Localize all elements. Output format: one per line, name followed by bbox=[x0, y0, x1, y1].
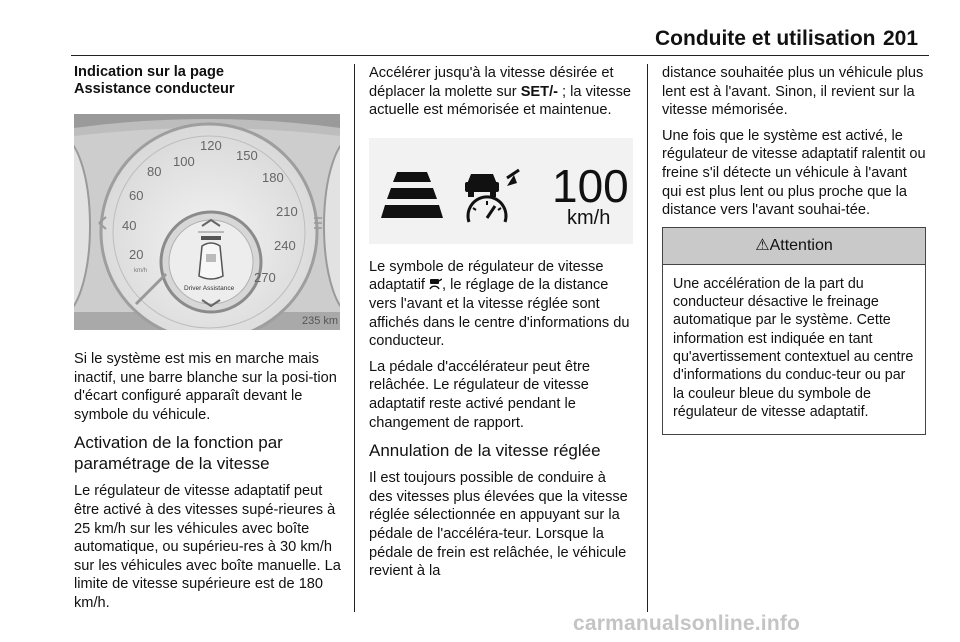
attention-box bbox=[662, 227, 926, 435]
speed-mark-120: 120 bbox=[200, 138, 222, 153]
speed-mark-180: 180 bbox=[262, 170, 284, 185]
attention-header bbox=[663, 228, 925, 265]
symbol-text-b: , le réglage de la distance vers l'avant et la vitesse réglée sont affichés dans le centre d'informations du conducteur. bbox=[369, 277, 630, 350]
page-number: 201 bbox=[883, 27, 919, 50]
speed-mark-240: 240 bbox=[274, 238, 296, 253]
column-2 bbox=[369, 64, 633, 588]
speed-mark-20: 20 bbox=[129, 247, 144, 262]
figure-caption-lead bbox=[74, 64, 342, 98]
column-divider-1 bbox=[354, 64, 355, 612]
speedometer-illustration bbox=[74, 114, 340, 330]
speed-mark-100: 100 bbox=[173, 154, 195, 169]
lead-line-2: Assistance conducteur bbox=[74, 81, 235, 97]
speed-mark-270: 270 bbox=[254, 270, 276, 285]
lead-line-1: Indication sur la page bbox=[74, 64, 225, 80]
driver-assistance-label: Driver Assistance bbox=[184, 285, 235, 292]
paragraph-distance-return: distance souhaitée plus un véhicule plus lent est à l'avant. Sinon, il revient sur la vitesse mémorisée. bbox=[662, 65, 924, 119]
adaptive-cruise-inline-icon bbox=[429, 277, 442, 290]
paragraph-activation-speeds: Le régulateur de vitesse adaptatif peut être activé à des vitesses supé-rieures à 25 km/h sur les véhicules avec boîte automatique, ou supérieu-res à 30 km/h sur les véhicules avec boîte manuelle. La limite de vitesse supérieure est de 180 km/h. bbox=[74, 483, 341, 611]
speed-mark-150: 150 bbox=[236, 148, 258, 163]
paragraph-accelerator: La pédale d'accélérateur peut être relâchée. Le régulateur de vitesse adaptatif reste activé pendant le changement de rapport. bbox=[369, 358, 591, 431]
set-speed-unit: km/h bbox=[567, 206, 611, 229]
speed-mark-80: 80 bbox=[147, 164, 162, 179]
instrument-cluster-figure bbox=[74, 114, 340, 330]
header-divider bbox=[71, 55, 929, 56]
attention-title: Attention bbox=[769, 236, 833, 254]
column-1 bbox=[74, 64, 342, 620]
heading-activation: Activation de la fonction par paramétrage de la vitesse bbox=[74, 433, 283, 474]
odometer-readout: 235 km bbox=[302, 315, 339, 327]
set-speed-text-a: Accélérer jusqu'à la vitesse désirée et déplacer la molette sur bbox=[369, 65, 614, 100]
speed-mark-210: 210 bbox=[276, 204, 298, 219]
watermark: carmanualsonline.info bbox=[573, 612, 801, 635]
paragraph-inactive-bar: Si le système est mis en marche mais inactif, une barre blanche sur la posi-tion d'écart configuré apparaît devant le symbole du véhicule. bbox=[74, 351, 337, 423]
paragraph-set-speed bbox=[369, 64, 633, 120]
warning-triangle-icon: ⚠ bbox=[755, 236, 770, 254]
speed-mark-40: 40 bbox=[122, 218, 137, 233]
acc-display-figure bbox=[369, 138, 633, 244]
column-divider-2 bbox=[647, 64, 648, 612]
heading-cancellation: Annulation de la vitesse réglée bbox=[369, 441, 601, 461]
distance-bars-icon bbox=[381, 172, 443, 218]
set-speed-value: 100 bbox=[552, 159, 629, 212]
speed-mark-60: 60 bbox=[129, 188, 144, 203]
paragraph-braking: Une fois que le système est activé, le régulateur de vitesse adaptatif ralentit ou freine s'il détecte un véhicule à l'avant qui est plus lent ou plus proche que la distance vers l'avant souhai-tée. bbox=[662, 127, 926, 219]
acc-display-illustration bbox=[369, 138, 633, 244]
set-speed-text-b: ; la vitesse actuelle est mémorisée et maintenue. bbox=[369, 83, 631, 119]
column-3 bbox=[662, 64, 927, 435]
set-control-label: SET/- bbox=[520, 83, 558, 100]
symbol-text-a: Le symbole de régulateur de vitesse adaptatif bbox=[369, 258, 604, 294]
adaptive-cruise-icon bbox=[465, 170, 519, 222]
page-header bbox=[0, 0, 960, 56]
paragraph-override: Il est toujours possible de conduire à des vitesses plus élevées que la vitesse réglée sélectionnée en appuyant sur la pédale de l'accéléra-teur. Lorsque la pédale de frein est relâchée, le véhicule revient à la bbox=[369, 470, 628, 580]
attention-text: Une accélération de la part du conducteur désactive le freinage automatique par le système. Cette information est indiquée en tant qu'avertissement contextuel au centre d'informations du conduc-teur ou par la couleur bleue du symbole de régulateur de vitesse adaptatif. bbox=[673, 275, 914, 420]
paragraph-symbol-display bbox=[369, 258, 633, 351]
section-title: Conduite et utilisation bbox=[655, 27, 876, 50]
speed-unit-label: km/h bbox=[134, 268, 148, 274]
